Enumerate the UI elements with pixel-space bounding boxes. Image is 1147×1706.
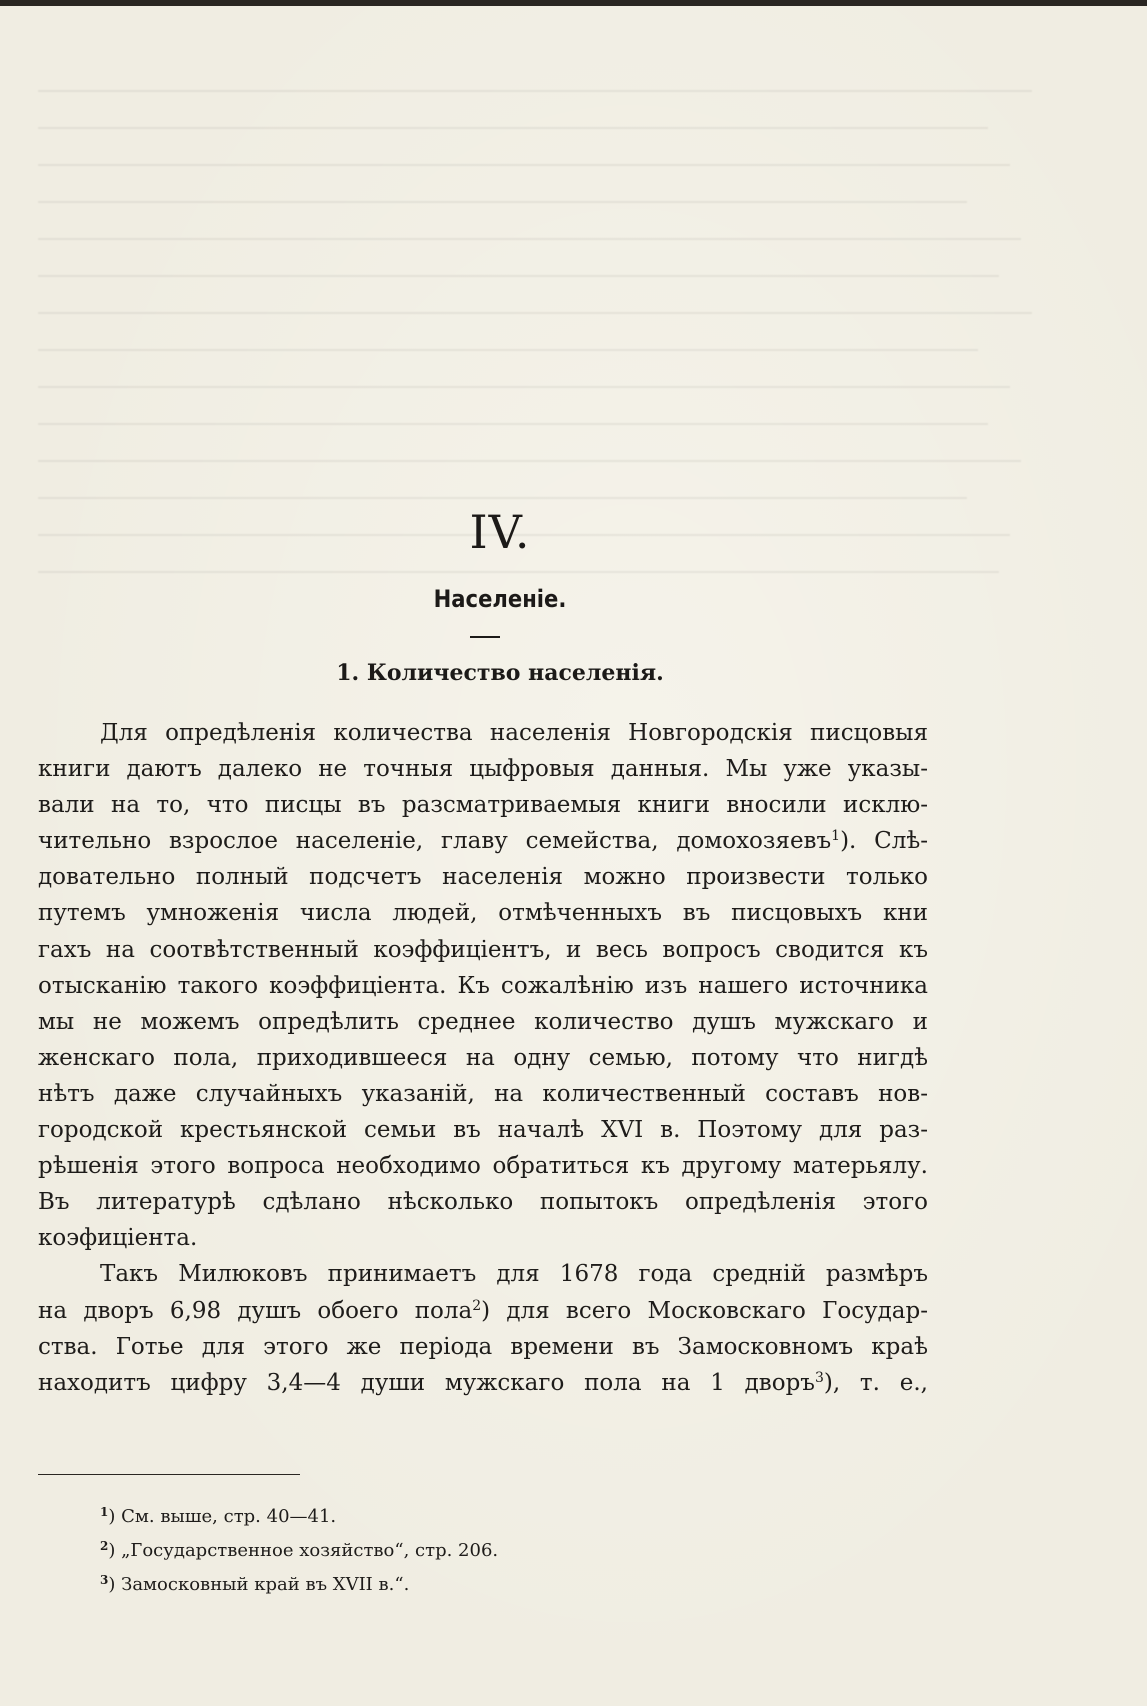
text-line: ства. Готье для этого же періода времени въ Замосковномъ краѣ bbox=[38, 1333, 928, 1360]
chapter-title: Населеніе. bbox=[433, 585, 567, 613]
footnote-ref: 1 bbox=[831, 828, 841, 845]
text-line: женскаго пола, приходившееся на одну семью, потому что нигдѣ bbox=[38, 1044, 928, 1071]
footnote-mark: 2 bbox=[100, 1539, 109, 1553]
footnote bbox=[100, 1500, 900, 1534]
section-title: 1. Количество населенія. bbox=[336, 660, 664, 686]
text-run: на дворъ 6,98 душъ обоего пола bbox=[38, 1297, 473, 1324]
text-line: отысканію такого коэффиціента. Къ сожалѣнію изъ нашего источника bbox=[38, 972, 928, 999]
text-run: ), т. е., bbox=[823, 1369, 928, 1396]
text-line: гахъ на соотвѣтственный коэффиціентъ, и весь вопросъ сводится къ bbox=[38, 936, 928, 963]
text-line bbox=[38, 1365, 928, 1401]
footnote-ref: 3 bbox=[814, 1369, 824, 1386]
text-line: коэфиціента. bbox=[38, 1225, 198, 1252]
text-line bbox=[38, 1293, 928, 1329]
footnote-mark: 1 bbox=[100, 1505, 109, 1519]
footnote-text: ) Замосковный край въ XVII в.“. bbox=[108, 1574, 410, 1595]
footnote-text: ) „Государственное хозяйство“, стр. 206. bbox=[108, 1540, 499, 1561]
text-line: вали на то, что писцы въ разсматриваемыя книги вносили исклю- bbox=[38, 792, 928, 819]
text-run: находитъ цифру 3,4—4 души мужскаго пола на 1 дворъ bbox=[38, 1369, 815, 1396]
footnote-mark: 3 bbox=[100, 1573, 109, 1587]
text-run: ). Слѣ- bbox=[840, 828, 928, 855]
text-line: путемъ умноженія числа людей, отмѣченныхъ въ писцовыхъ кни bbox=[38, 900, 928, 927]
text-line: нѣтъ даже случайныхъ указаній, на количественный составъ нов- bbox=[38, 1080, 928, 1107]
text-line: книги даютъ далеко не точныя цыфровыя данныя. Мы уже указы- bbox=[38, 756, 928, 783]
text-line: Такъ Милюковъ принимаетъ для 1678 года средній размѣръ bbox=[100, 1261, 928, 1288]
body-text bbox=[38, 715, 928, 1401]
title-rule bbox=[470, 636, 500, 638]
text-line: рѣшенія этого вопроса необходимо обратиться къ другому матерьялу. bbox=[38, 1153, 928, 1180]
footnote bbox=[100, 1568, 900, 1602]
footnote bbox=[100, 1534, 900, 1568]
chapter-number: IV. bbox=[469, 505, 531, 559]
footnote-text: ) См. выше, стр. 40—41. bbox=[108, 1506, 337, 1527]
text-line: Для опредѣленія количества населенія Новгородскія писцовыя bbox=[100, 720, 928, 746]
footnote-rule bbox=[38, 1474, 300, 1475]
text-line: довательно полный подсчетъ населенія можно произвести только bbox=[38, 864, 928, 891]
text-line bbox=[38, 823, 928, 859]
footnotes bbox=[100, 1500, 900, 1602]
text-line: мы не можемъ опредѣлить среднее количество душъ мужскаго и bbox=[38, 1008, 928, 1035]
page-top-edge bbox=[0, 0, 1147, 6]
text-line: Въ литературѣ сдѣлано нѣсколько попытокъ опредѣленія этого bbox=[38, 1189, 928, 1216]
text-run: ) для всего Московскаго Государ- bbox=[481, 1297, 928, 1324]
text-line: городской крестьянской семьи въ началѣ XVI в. Поэтому для раз- bbox=[38, 1117, 928, 1144]
text-run: чительно взрослое населеніе, главу семейства, домохозяевъ bbox=[38, 828, 832, 855]
footnote-ref: 2 bbox=[472, 1297, 482, 1314]
